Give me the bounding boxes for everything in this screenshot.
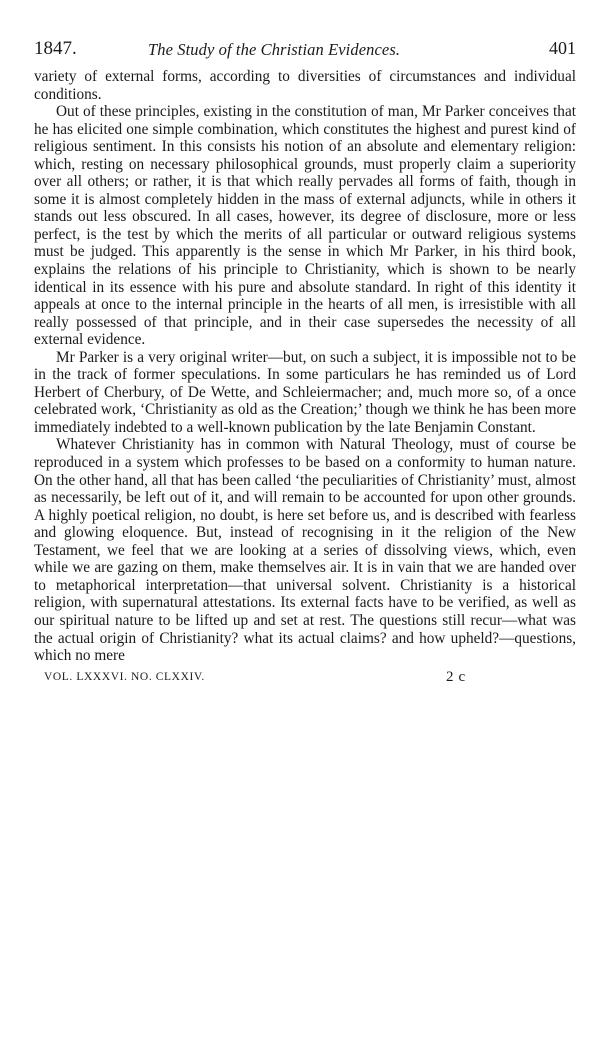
- signature-mark: 2 c: [446, 668, 466, 685]
- page-footer: [34, 668, 576, 691]
- volume-line: VOL. LXXXVI. NO. CLXXIV.: [44, 670, 205, 683]
- header-year: 1847.: [34, 38, 77, 59]
- paragraph: variety of external forms, according to diversities of circumstances and individual conditions.: [34, 68, 576, 103]
- paragraph: Mr Parker is a very original writer—but, on such a subject, it is impossible not to be in the track of former speculations. In some particulars he has reminded us of Lord Herbert of Cherbury, of De Wette, and Schleiermacher; and, much more so, of a once celebrated work, ‘Christianity as old as the Creation;’ though we think he has been more immediately indebted to a well-known publication by the late Benjamin Constant.: [34, 348, 576, 436]
- header-title: The Study of the Christian Evidences.: [148, 40, 401, 59]
- paragraph: Whatever Christianity has in common with Natural Theology, must of course be reproduced in a system which professes to be based on a conformity to human nature. On the other hand, all that has been called ‘the peculiarities of Christianity’ must, almost as necessarily, be left out of it, and will remain to be accounted for upon other grounds. A highly poetical religion, no doubt, is here set before us, and is described with fearless and glowing eloquence. But, instead of recognising in it the religion of the New Testament, we feel that we are looking at a series of dissolving views, which, even while we are gazing on them, make themselves air. It is in vain that we are handed over to metaphorical interpretation—that universal solvent. Christianity is a historical religion, with supernatural attestations. Its external facts have to be verified, as well as our spiritual nature to be lifted up and set at rest. The questions still recur—what was the actual origin of Christianity? what its actual claims? and how upheld?—questions, which no mere: [34, 436, 576, 665]
- page-number: 401: [549, 38, 576, 58]
- page: [34, 38, 576, 691]
- paragraph: Out of these principles, existing in the constitution of man, Mr Parker conceives that he has elicited one simple combination, which constitutes the highest and purest kind of religious sentiment. In this consists his notion of an absolute and elementary religion: which, resting on necessary philosophical grounds, must properly claim a superiority over all others; or rather, it is that which really pervades all forms of faith, though in some it is almost completely hidden in the mass of external adjuncts, while in others it stands out less obscured. In all cases, however, its degree of disclosure, more or less perfect, is the test by which the merits of all particular or outward religious systems must be judged. This apparently is the sense in which Mr Parker, in his third book, explains the relations of his principle to Christianity, which is shown to be nearly identical in its essence with his pure and absolute standard. In right of this identity it appeals at once to the internal principle in the hearts of all men, is irresistible with all really possessed of that principle, and in their case supersedes the necessity of all external evidence.: [34, 103, 576, 349]
- body-text: [34, 68, 576, 665]
- running-head: [34, 38, 576, 64]
